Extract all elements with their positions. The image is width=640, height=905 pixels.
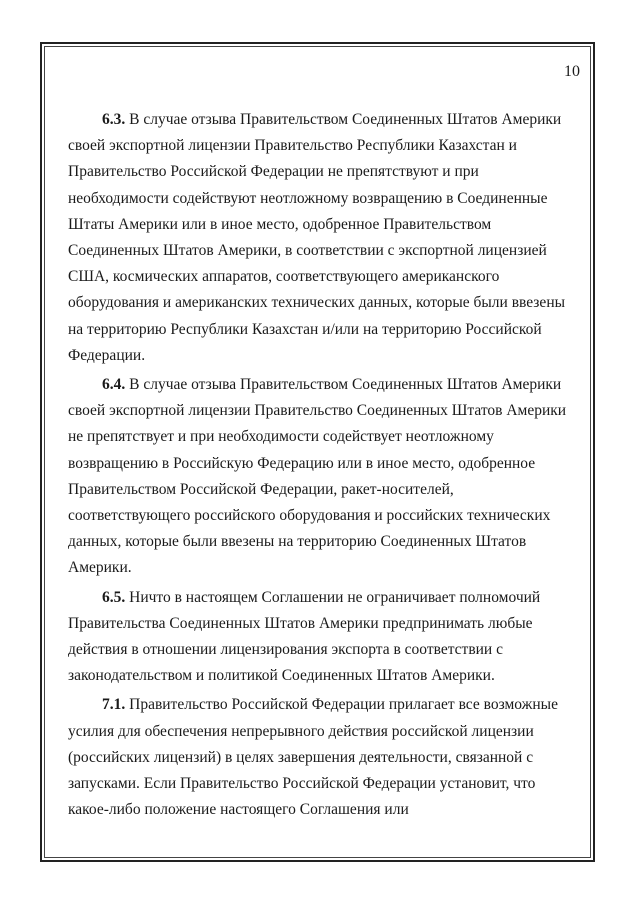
paragraph-number: 6.4.	[102, 376, 126, 394]
paragraph-6-4	[68, 372, 574, 582]
paragraph-number: 6.3.	[102, 111, 126, 128]
paragraph-7-1	[68, 692, 574, 823]
page-number: 10	[564, 63, 580, 80]
paragraph-text: Правительство Российской Федерации прилагает все возможные усилия для обеспечения непрерывного действия российской лицензии (российских лицензий) в целях завершения деятельности, связанной с запусками. Если Правительство Российской Федерации установит, что какое-либо положение настоящего Соглашения или	[68, 696, 558, 819]
paragraph-6-5	[68, 585, 574, 690]
paragraph-number: 7.1.	[102, 696, 126, 714]
paragraph-number: 6.5.	[102, 588, 126, 606]
paragraph-text: В случае отзыва Правительством Соединенных Штатов Америки своей экспортной лицензии Правительство Республики Казахстан и Правительство Российской Федерации не препятствуют и при необходимости содействуют неотложному возвращению в Соединенные Штаты Америки или в иное место, одобренное Правительством Соединенных Штатов Америки, в соответствии с экспортной лицензией США, космических аппаратов, соответствующего американского оборудования и американских технических данных, которые были ввезены на территорию Республики Казахстан и/или на территорию Российской Федерации.	[68, 111, 566, 364]
paragraph-text: В случае отзыва Правительством Соединенных Штатов Америки своей экспортной лицензии Правительство Соединенных Штатов Америки не препятствует и при необходимости содействует неотложному возвращению в Российскую Федерацию или в иное место, одобренное Правительством Российской Федерации, ракет-носителей, соответствующего российского оборудования и российских технических данных, которые были ввезены на территорию Соединенных Штатов Америки.	[68, 376, 567, 577]
paragraph-text: Ничто в настоящем Соглашении не ограничивает полномочий Правительства Соединенных Штатов Америки предпринимать любые действия в отношении лицензирования экспорта в соответствии с законодательством и политикой Соединенных Штатов Америки.	[68, 588, 541, 685]
document-body	[68, 107, 574, 826]
paragraph-6-3	[68, 107, 574, 369]
